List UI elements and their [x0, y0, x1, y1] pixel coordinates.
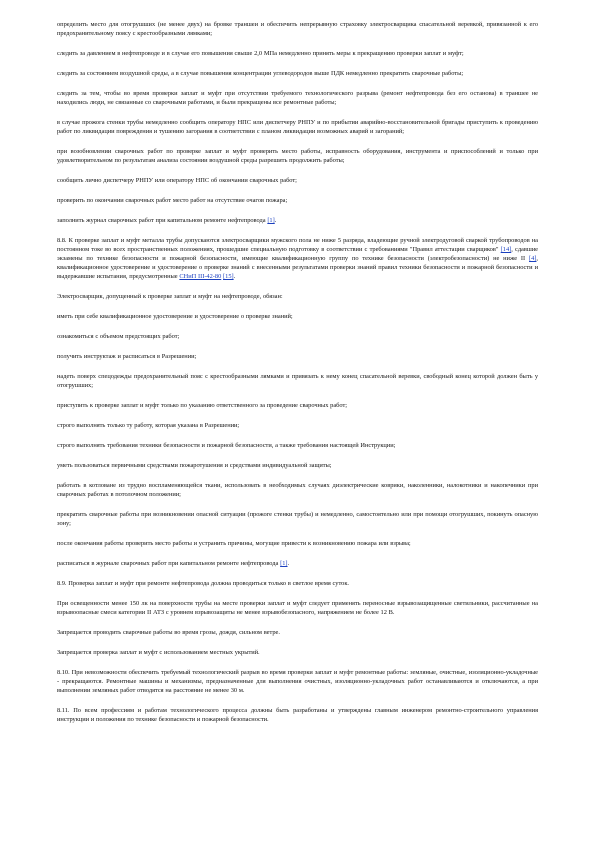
document-paragraph: сообщить лично диспетчеру РНПУ или оператору НПС об окончании сварочных работ;: [57, 177, 297, 184]
paragraph-text: , сдавшие экзамены по технике безопасности и пожарной безопасности, имеющие квалификационную группу по технике безопасности (электробезопасности) не ниже II: [57, 246, 538, 262]
document-paragraph: [57, 559, 538, 568]
document-page: [57, 20, 538, 830]
paragraph-text: .: [287, 560, 290, 567]
document-paragraph: иметь при себе квалификационное удостоверение и удостоверение о проверке знаний;: [57, 313, 293, 320]
document-paragraph: следить за состоянием воздушной среды, а в случае повышения концентрации углеводородов выше ПДК немедленно прекратить сварочные работы;: [57, 70, 464, 77]
document-paragraph: Электросварщик, допущенный к проверке заплат и муфт на нефтепроводе, обязан:: [57, 293, 283, 300]
document-paragraph: проверить по окончании сварочных работ место работ на отсутствие очагов пожара;: [57, 197, 288, 204]
document-paragraph: 8.11. По всем профессиям и работам технологического процесса должны быть разработаны и утверждены главным инженером ремонтно-строительного управления инструкции и положения по технике безопасности и пожарной безопасности.: [57, 707, 538, 723]
paragraph-text: .: [233, 273, 236, 280]
document-paragraph: 8.10. При невозможности обеспечить требуемый технологический разрыв во время проверки заплат и муфт ремонтные работы: земляные, очистные, изоляционно-укладочные - прекращаются. Ремонтные машины и механизмы, предназначенные для выполнения очистных, изоляционно-укладочных работ останавливаются и отключаются, а при выполнении земляных работ отводятся на расстояние не менее 30 м.: [57, 669, 538, 694]
document-paragraph: следить за давлением в нефтепроводе и в случае его повышения свыше 2,0 МПа немедленно принять меры к прекращению проверки заплат и муфт;: [57, 50, 464, 57]
reference-link[interactable]: [4]: [529, 255, 537, 262]
document-paragraph: следить за тем, чтобы во время проверки заплат и муфт при отсутствии требуемого технологического разрыва (ремонт нефтепровода без его останова) в траншее не находились люди, не связанные со сварочными работами, и были прекращены все ремонтные работы;: [57, 90, 538, 106]
document-paragraph: Запрещается проверка заплат и муфт с использованием местных укрытий.: [57, 649, 260, 656]
reference-link[interactable]: [1]: [267, 217, 275, 224]
document-paragraph: При освещенности менее 150 лк на поверхности трубы на месте проверки заплат и муфт следует применять переносные взрывозащищенные светильники, рассчитанные на взрывоопасные смеси категории II АТЗ с уровнем взрывозащиты не менее взрывобезопасного, напряжением не более 12 В.: [57, 600, 538, 616]
document-paragraph: строго выполнять требования техники безопасности и пожарной безопасности, а также требования настоящей Инструкции;: [57, 442, 396, 449]
paragraph-text: .: [274, 217, 277, 224]
paragraph-text: заполнить журнал сварочных работ при капитальном ремонте нефтепровода: [57, 217, 268, 224]
reference-link[interactable]: [14]: [500, 246, 512, 253]
document-paragraph: приступить к проверке заплат и муфт только по указанию ответственного за проведение сварочных работ;: [57, 402, 348, 409]
document-paragraph: получить инструктаж и расписаться в Разрешении;: [57, 353, 197, 360]
document-paragraph: в случае прожога стенки трубы немедленно сообщить оператору НПС или диспетчеру РНПУ и по прибытии аварийно-восстановительной бригады приступить к проведению работ по ликвидации повреждения и тушению загорания в соответствии с планом ликвидации возможных аварий и загораний;: [57, 119, 538, 135]
document-paragraph: прекратить сварочные работы при возникновении опасной ситуации (прожоге стенки трубы) и немедленно, самостоятельно или при помощи отогрушших, покинуть опасную зону;: [57, 511, 538, 527]
reference-link[interactable]: [1]: [280, 560, 288, 567]
document-paragraph: после окончания работы проверить место работы и устранить причины, могущие привести к возникновению пожара или взрыва;: [57, 540, 411, 547]
document-paragraph: надеть поверх спецодежды предохранительный пояс с крестообразными лямками и привязать к нему конец спасательной веревки, свободный конец которой должен быть у отогрушших;: [57, 373, 538, 389]
reference-link[interactable]: СНиП III-42-80: [179, 273, 222, 280]
reference-link[interactable]: [15]: [223, 273, 234, 280]
paragraph-text: 8.8. К проверке заплат и муфт металла трубы допускаются электросварщики мужского пола не ниже 5 разряда, владеющие ручной электродуговой сваркой трубопроводов на постоянном токе во всех пространственных положениях, прошедшие специальную подготовку в соответствии с требованиями "Правил аттестации сварщиков": [57, 237, 538, 253]
document-paragraph: определить место для отогрушших (не менее двух) на бровке траншеи и обеспечить непрерывную страховку электросварщика спасательной веревкой, привязанной к его предохранительному поясу с крестообразными лямками;: [57, 21, 538, 37]
document-paragraph: [57, 236, 538, 281]
document-paragraph: работать в котловане из трудно воспламеняющейся ткани, использовать в необходимых случаях диэлектрические коврики, наколенники, налокотники и накопечники при сварочных работах в потолочном положении;: [57, 482, 538, 498]
document-paragraph: [57, 216, 538, 225]
document-paragraph: ознакомиться с объемом предстоящих работ;: [57, 333, 180, 340]
document-paragraph: строго выполнять только ту работу, которая указана в Разрешении;: [57, 422, 240, 429]
document-paragraph: Запрещается проводить сварочные работы во время грозы, дождя, сильном ветре.: [57, 629, 280, 636]
document-paragraph: 8.9. Проверка заплат и муфт при ремонте нефтепровода должна проводиться только в светлое время суток.: [57, 580, 349, 587]
paragraph-text: расписаться в журнале сварочных работ при капитальном ремонте нефтепровода: [57, 560, 281, 567]
document-paragraph: уметь пользоваться первичными средствами пожаротушения и средствами индивидуальной защиты;: [57, 462, 332, 469]
paragraph-text: , квалификационное удостоверение и удостоверение о проверке знаний с внесенными результатами проверки знаний правил техники безопасности и пожарной безопасности и выдержавшие испытания, предусмотренные: [57, 255, 538, 280]
document-paragraph: при возобновлении сварочных работ по проверке заплат и муфт проверить место работы, исправность оборудования, инструмента и приспособлений и только при удовлетворительном по результатам анализа состоянии воздушной среды разрешить продолжить работы;: [57, 148, 538, 164]
